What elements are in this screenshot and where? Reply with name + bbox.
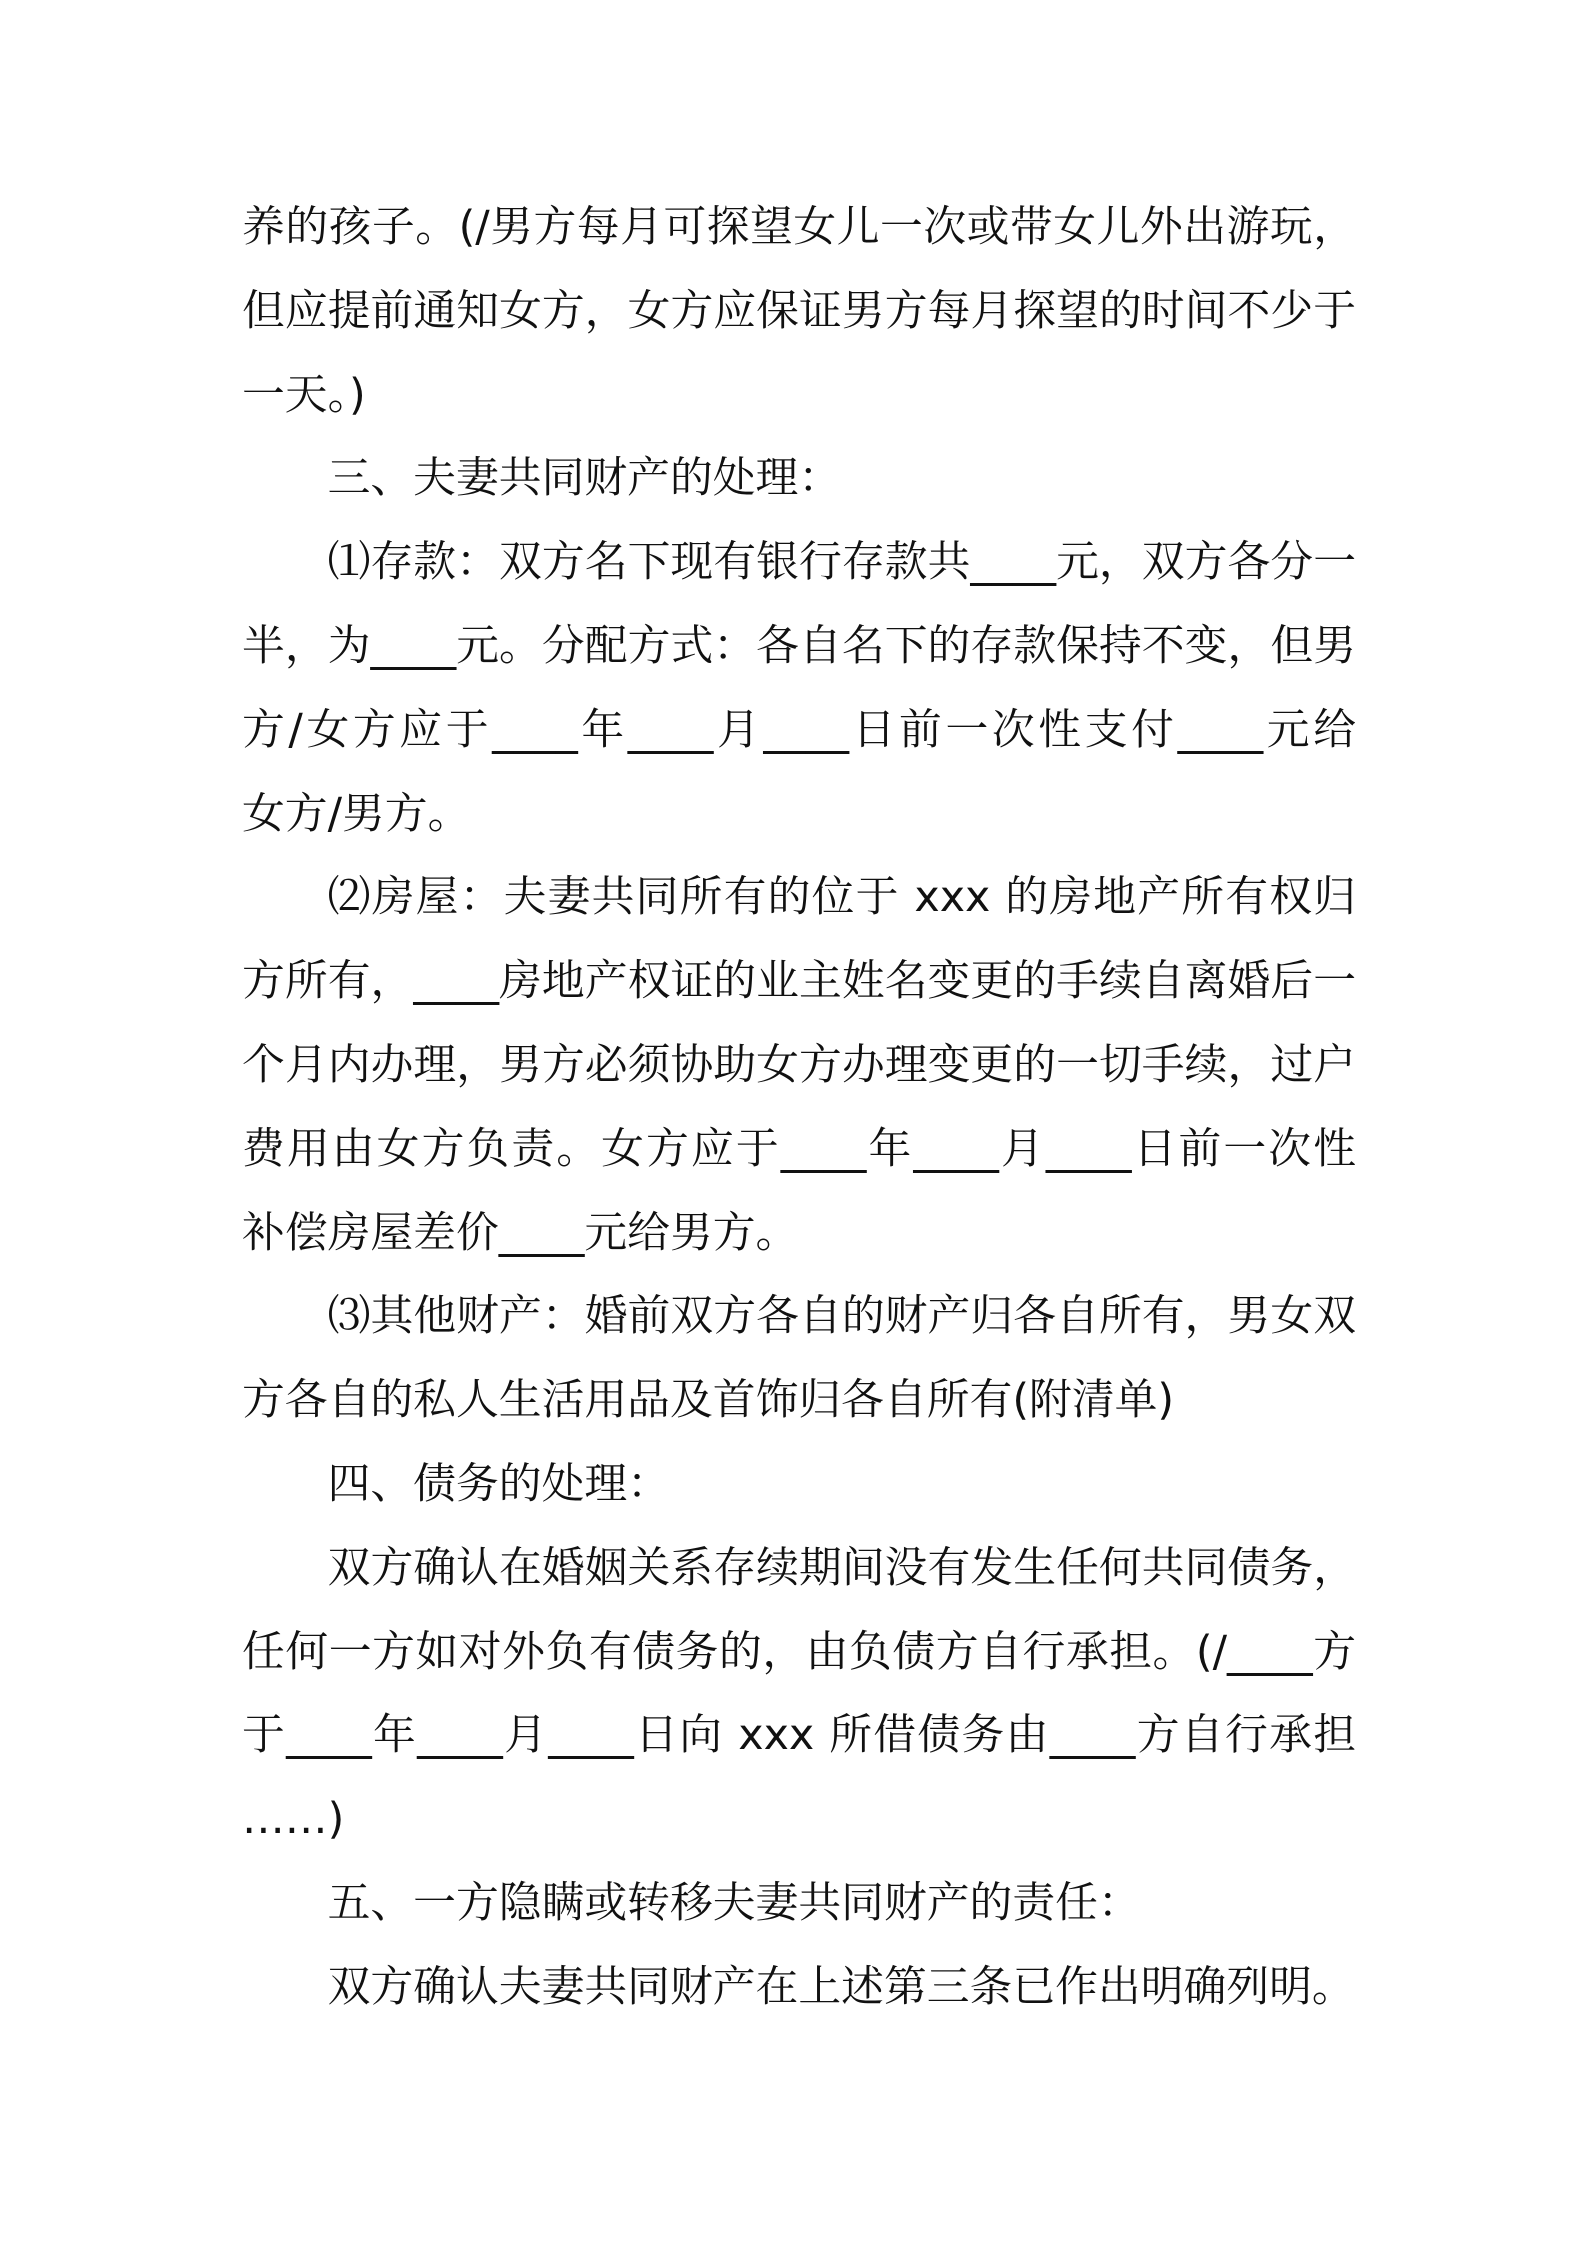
text-line: ⑵房屋：夫妻共同所有的位于 xxx 的房地产所有权归 [327, 872, 1356, 923]
text-line: 但应提前通知女方，女方应保证男方每月探望的时间不少于 [242, 285, 1356, 336]
clause-other-property [242, 1275, 1356, 1443]
document-body [242, 186, 1356, 2030]
text-line: 补偿房屋差价____元给男方。 [242, 1207, 799, 1258]
clause-house [242, 856, 1356, 1275]
text-line: 半，为____元。分配方式：各自名下的存款保持不变，但男 [242, 620, 1356, 671]
text-line: 方所有，____房地产权证的业主姓名变更的手续自离婚后一 [242, 956, 1356, 1007]
section-heading-text: 五、一方隐瞒或转移夫妻共同财产的责任： [327, 1877, 1141, 1928]
text-line: 个月内办理，男方必须协助女方办理变更的一切手续，过户 [242, 1039, 1356, 1090]
text-line: ……) [242, 1794, 345, 1845]
text-line: 于____年____月____日向 xxx 所借债务由____方自行承担 [242, 1710, 1356, 1761]
text-line: 女方/男方。 [242, 788, 471, 839]
section-heading-text: 四、债务的处理： [327, 1458, 670, 1509]
text-line: 双方确认夫妻共同财产在上述第三条已作出明确列明。 [327, 1961, 1355, 2012]
section-heading [242, 437, 1356, 521]
clause-deposits [242, 521, 1356, 856]
section-heading [242, 1443, 1356, 1527]
text-line: 养的孩子。(/男方每月可探望女儿一次或带女儿外出游玩， [242, 202, 1356, 252]
text-line: 任何一方如对外负有债务的，由负债方自行承担。(/____方 [242, 1626, 1356, 1677]
text-line: 一天。) [242, 369, 366, 420]
paragraph-continuation [242, 186, 1356, 437]
text-line: ⑶其他财产：婚前双方各自的财产归各自所有，男女双 [327, 1291, 1356, 1342]
text-line: ⑴存款：双方名下现有银行存款共____元，双方各分一 [327, 537, 1356, 588]
text-line: 方各自的私人生活用品及首饰归各自所有(附清单) [242, 1375, 1175, 1426]
text-line: 方/女方应于____年____月____日前一次性支付____元给 [242, 704, 1356, 755]
text-line: 费用由女方负责。女方应于____年____月____日前一次性 [242, 1123, 1356, 1174]
section-heading [242, 1862, 1356, 1946]
section-heading-text: 三、夫妻共同财产的处理： [327, 453, 842, 504]
paragraph-concealment [242, 1946, 1356, 2030]
paragraph-debts [242, 1527, 1356, 1862]
text-line: 双方确认在婚姻关系存续期间没有发生任何共同债务， [327, 1542, 1356, 1593]
